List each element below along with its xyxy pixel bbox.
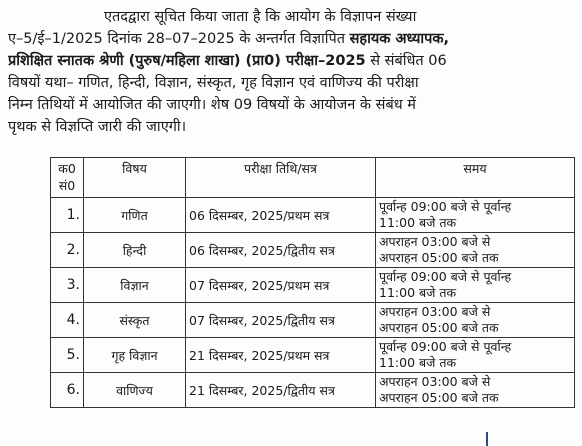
row-subject: विज्ञान bbox=[84, 268, 186, 303]
table-header-row bbox=[51, 158, 575, 198]
row-time-line2: अपराहन 05:00 बजे तक bbox=[379, 390, 499, 405]
row-serial: 4. bbox=[51, 303, 84, 338]
pen-mark bbox=[486, 432, 488, 446]
row-serial: 2. bbox=[51, 233, 84, 268]
notice-line-1: एतदद्वारा सूचित किया जाता है कि आयोग के विज्ञापन संख्या bbox=[104, 9, 417, 25]
row-time-line2: 11:00 बजे तक bbox=[379, 215, 457, 230]
row-date: 07 दिसम्बर, 2025/प्रथम सत्र bbox=[186, 268, 376, 303]
row-time-line1: पूर्वान्ह 09:00 बजे से पूर्वान्ह bbox=[379, 269, 512, 284]
row-subject: गृह विज्ञान bbox=[84, 338, 186, 373]
row-time-line1: अपराहन 03:00 बजे से bbox=[379, 374, 491, 389]
row-time-line1: अपराहन 03:00 बजे से bbox=[379, 234, 491, 249]
row-time bbox=[376, 268, 575, 303]
row-time-line1: पूर्वान्ह 09:00 बजे से पूर्वान्ह bbox=[379, 339, 512, 354]
exam-schedule-table bbox=[50, 157, 575, 408]
row-time bbox=[376, 373, 575, 408]
table-row bbox=[51, 373, 575, 408]
row-subject: वाणिज्य bbox=[84, 373, 186, 408]
header-subject: विषय bbox=[84, 158, 186, 198]
table-row bbox=[51, 198, 575, 233]
notice-line-6: पृथक से विज्ञप्ति जारी की जाएगी। bbox=[8, 119, 187, 135]
row-date: 21 दिसम्बर, 2025/द्वितीय सत्र bbox=[186, 373, 376, 408]
row-subject: संस्कृत bbox=[84, 303, 186, 338]
row-time bbox=[376, 198, 575, 233]
notice-post-name: सहायक अध्यापक, bbox=[349, 31, 450, 47]
row-date: 07 दिसम्बर, 2025/द्वितीय सत्र bbox=[186, 303, 376, 338]
header-serial-line1: क0 bbox=[58, 161, 76, 176]
table-row bbox=[51, 268, 575, 303]
row-date: 06 दिसम्बर, 2025/प्रथम सत्र bbox=[186, 198, 376, 233]
table-row bbox=[51, 338, 575, 373]
row-time-line1: पूर्वान्ह 09:00 बजे से पूर्वान्ह bbox=[379, 199, 512, 214]
row-time-line2: 11:00 बजे तक bbox=[379, 355, 457, 370]
notice-line-3 bbox=[8, 50, 576, 72]
row-subject: गणित bbox=[84, 198, 186, 233]
row-serial: 3. bbox=[51, 268, 84, 303]
row-subject: हिन्दी bbox=[84, 233, 186, 268]
row-serial: 6. bbox=[51, 373, 84, 408]
row-date: 06 दिसम्बर, 2025/द्वितीय सत्र bbox=[186, 233, 376, 268]
row-time-line1: अपराहन 03:00 बजे से bbox=[379, 304, 491, 319]
row-date: 21 दिसम्बर, 2025/प्रथम सत्र bbox=[186, 338, 376, 373]
row-serial: 1. bbox=[51, 198, 84, 233]
row-time-line2: 11:00 बजे तक bbox=[379, 285, 457, 300]
header-exam-date: परीक्षा तिथि/सत्र bbox=[186, 158, 376, 198]
row-time-line2: अपराहन 05:00 बजे तक bbox=[379, 320, 499, 335]
table-row bbox=[51, 303, 575, 338]
row-time bbox=[376, 303, 575, 338]
header-serial-line2: सं0 bbox=[58, 178, 76, 193]
row-time bbox=[376, 338, 575, 373]
notice-line-2-text: ए–5/ई–1/2025 दिनांक 28–07–2025 के अन्तर्गत विज्ञापित bbox=[8, 31, 350, 47]
notice-line-5: निम्न तिथियों में आयोजित की जाएगी। शेष 09 विषयों के आयोजन के संबंध में bbox=[8, 97, 416, 113]
notice-line-4: विषयों यथा– गणित, हिन्दी, विज्ञान, संस्कृत, गृह विज्ञान एवं वाणिज्य की परीक्षा bbox=[8, 75, 419, 91]
table-row bbox=[51, 233, 575, 268]
notice-line-3-text: से संबंधित 06 bbox=[365, 53, 447, 69]
header-time: समय bbox=[376, 158, 575, 198]
notice-line-2 bbox=[8, 28, 576, 50]
notice-exam-name: प्रशिक्षित स्नातक श्रेणी (पुरुष/महिला शाखा) (प्रा0) परीक्षा–2025 bbox=[8, 53, 366, 69]
row-time bbox=[376, 233, 575, 268]
notice-paragraph bbox=[8, 6, 576, 138]
row-time-line2: अपराहन 05:00 बजे तक bbox=[379, 250, 499, 265]
header-serial-number bbox=[51, 158, 84, 198]
row-serial: 5. bbox=[51, 338, 84, 373]
